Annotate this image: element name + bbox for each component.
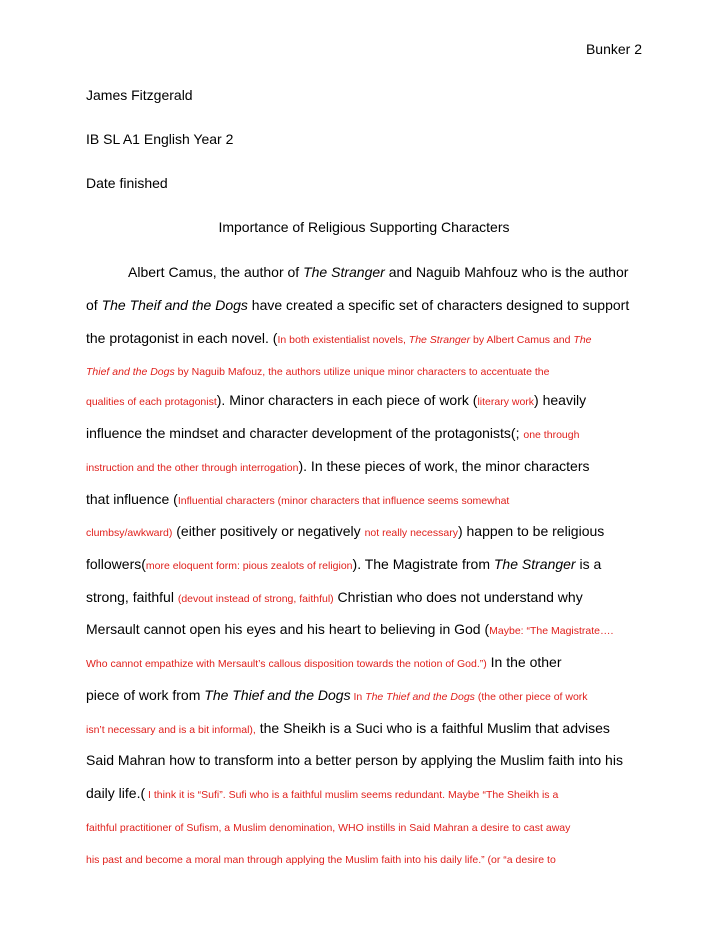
body-line: Mersault cannot open his eyes and his heart to believing in God (Maybe: “The Magistrate…. [86, 621, 614, 637]
comment-text: his past and become a moral man through applying the Muslim faith into his daily life.” (or “a desire to [86, 854, 556, 866]
comment-text: (devout instead of strong, faithful) [177, 593, 334, 605]
body-line: daily life.( I think it is “Sufi”. Sufi who is a faithful muslim seems redundant. Maybe “The Sheikh is a [86, 785, 559, 801]
running-head: Bunker 2 [585, 41, 642, 57]
comment-text: one through [523, 429, 580, 441]
body-line: strong, faithful (devout instead of strong, faithful) Christian who does not understand why [86, 589, 583, 605]
comment-text: isn’t necessary and is a bit informal), [86, 724, 256, 736]
date-line: Date finished [86, 175, 168, 191]
comment-text: by Naguib Mafouz, the authors utilize unique minor characters to accentuate the [174, 366, 550, 378]
body-line: clumbsy/awkward) (either positively or negatively not really necessary) happen to be religious [86, 523, 605, 539]
body-line: Thief and the Dogs by Naguib Mafouz, the authors utilize unique minor characters to accentuate the [86, 366, 550, 378]
body-line: followers(more eloquent form: pious zealots of religion). The Magistrate from The Stranger is a [86, 556, 602, 572]
comment-text: In both existentialist novels, [277, 334, 409, 346]
body-line: piece of work from The Thief and the Dogs In The Thief and the Dogs (the other piece of work [86, 687, 588, 703]
comment-text: Maybe: “The Magistrate…. [489, 625, 614, 637]
course-name: IB SL A1 English Year 2 [86, 131, 234, 147]
comment-text: more eloquent form: pious zealots of religion [145, 560, 353, 572]
body-line: isn’t necessary and is a bit informal), the Sheikh is a Suci who is a faithful Muslim that advises [86, 720, 610, 736]
body-line: that influence (Influential characters (minor characters that influence seems somewhat [86, 491, 510, 507]
author-name: James Fitzgerald [86, 87, 193, 103]
comment-text: I think it is “Sufi”. Sufi who is a faithful muslim seems redundant. Maybe “The Sheikh is a [145, 789, 559, 801]
comment-text: Influential characters (minor characters that influence seems somewhat [177, 495, 510, 507]
body-line: Who cannot empathize with Mersault’s callous disposition towards the notion of God.”) In the other [86, 654, 562, 670]
body-line: the protagonist in each novel. (In both existentialist novels, The Stranger by Albert Camus and The [86, 330, 592, 346]
body-line: Said Mahran how to transform into a better person by applying the Muslim faith into his [86, 752, 623, 768]
comment-text: instruction and the other through interrogation [86, 462, 299, 474]
comment-text: qualities of each protagonist [86, 396, 217, 408]
body-line: Albert Camus, the author of The Stranger and Naguib Mahfouz who is the author [128, 264, 629, 280]
comment-text: clumbsy/awkward) [86, 527, 173, 539]
body-line [86, 849, 556, 869]
body-line [86, 817, 570, 837]
comment-text: In [350, 691, 366, 703]
body-line: instruction and the other through interrogation). In these pieces of work, the minor characters [86, 458, 590, 474]
comment-text: Who cannot empathize with Mersault’s callous disposition towards the notion of God.”) [86, 658, 487, 670]
essay-title: Importance of Religious Supporting Characters [218, 219, 510, 235]
body-line: of The Theif and the Dogs have created a specific set of characters designed to support [86, 297, 630, 313]
body-line: qualities of each protagonist). Minor characters in each piece of work (literary work) heavily [86, 392, 587, 408]
comment-text: faithful practitioner of Sufism, a Muslim denomination, WHO instills in Said Mahran a desire to cast away [86, 822, 571, 834]
body-line: influence the mindset and character development of the protagonists(; one through [86, 425, 580, 441]
